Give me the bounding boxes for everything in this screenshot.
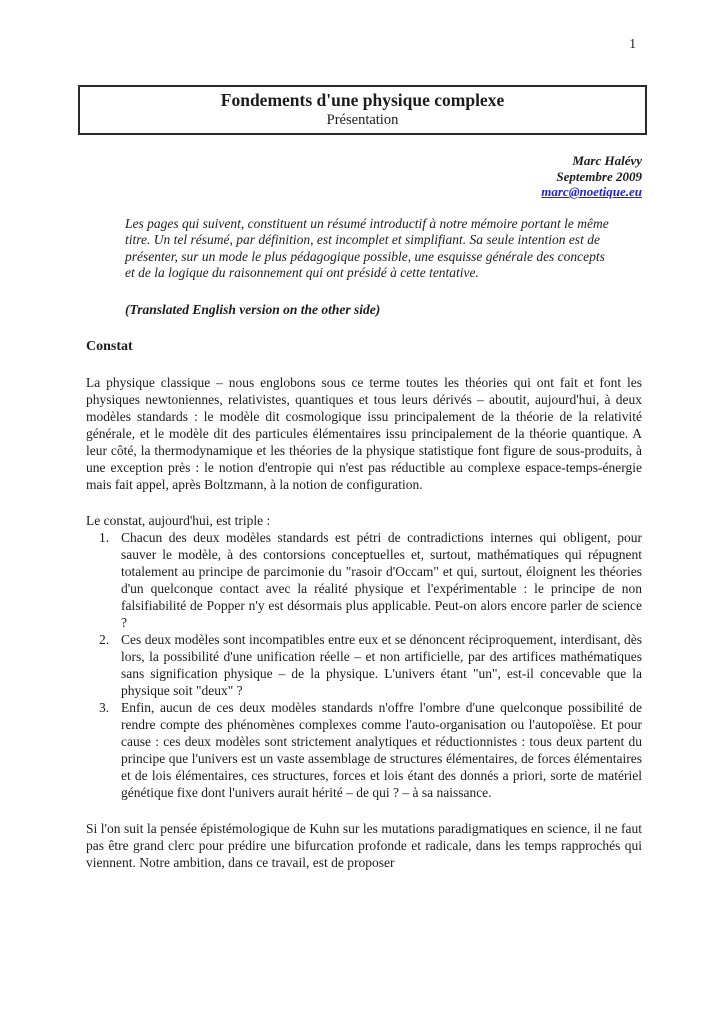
list-item-2 xyxy=(99,631,642,699)
list-item-1-number: 1. xyxy=(99,529,110,545)
list-item-3 xyxy=(99,699,642,801)
document-subtitle: Présentation xyxy=(326,112,399,128)
abstract-paragraph: Les pages qui suivent, constituent un résumé introductif à notre mémoire portant le même titre. Un tel résumé, par définition, est incomplet et simplifiant. Sa seule intention est de présenter, sur un mode le plus pédagogique possible, une esquisse générale des concepts et de la logique du raisonnement qui ont présidé à cette tentative. xyxy=(125,215,609,280)
title-box xyxy=(78,85,647,135)
paragraph-constat: La physique classique – nous englobons sous ce terme toutes les théories qui ont fait et font les physiques newtoniennes, relativistes, quantiques et tous leurs dérivés – aboutit, aujourd'hui, à deux modèles standards : le modèle dit cosmologique issu principalement de la théorie de la relativité générale, et le modèle dit des particules élémentaires issu principalement de la théorie quantique. A leur côté, la thermodynamique et les théories de la physique statistique font figure de sous-produits, à une exception près : le notion d'entropie qui n'est pas réductible au complexe espace-temps-énergie mais fait appel, après Boltzmann, à la notion de configuration. xyxy=(86,374,642,492)
paragraph-closing: Si l'on suit la pensée épistémologique de Kuhn sur les mutations paradigmatiques en science, il ne faut pas être grand clerc pour prédire une bifurcation profonde et radicale, dans les temps rapprochés qui viennent. Notre ambition, dans ce travail, est de proposer xyxy=(86,820,642,870)
list-item-2-text: Ces deux modèles sont incompatibles entre eux et se dénoncent réciproquement, interdisant, dès lors, la possibilité d'une unification réelle – et non artificielle, par des artifices mathématiques sans signification physique – de la physique. L'univers étant "un", est-il concevable que la physique soit "deux" ? xyxy=(121,631,642,698)
numbered-list xyxy=(86,529,642,801)
document-date: Septembre 2009 xyxy=(556,168,642,184)
section-heading: Constat xyxy=(86,338,133,354)
list-item-1 xyxy=(99,529,642,631)
page-number: 1 xyxy=(629,36,636,51)
document-title: Fondements d'une physique complexe xyxy=(220,90,505,110)
list-item-3-text: Enfin, aucun de ces deux modèles standards n'offre l'ombre d'une quelconque possibilité de rendre compte des phénomènes complexes comme l'auto-organisation ou l'autopoïèse. Et pour cause : ces deux modèles sont strictement analytiques et réductionnistes : tous deux partent du principe que l'univers est un vaste assemblage de structures élémentaires, de forces élémentaires et de lois élémentaires, ces structures, forces et lois étant des donnés a priori, sorte de matériel génétique fixe dont l'univers aurait hérité – de qui ? – à sa naissance. xyxy=(121,699,642,800)
byline xyxy=(86,153,642,200)
translation-note: (Translated English version on the other side) xyxy=(125,301,381,317)
list-item-3-number: 3. xyxy=(99,699,110,715)
list-intro: Le constat, aujourd'hui, est triple : xyxy=(86,512,271,528)
list-item-2-number: 2. xyxy=(99,631,110,647)
list-item-1-text: Chacun des deux modèles standards est pétri de contradictions internes qui obligent, pour sauver le modèle, à des contorsions conceptuelles et, surtout, mathématiques qui répugnent totalement au principe de parcimonie du "rasoir d'Occam" et qui, surtout, éloignent les théories d'un quelconque contact avec la réalité physique et l'expérimentable : le principe de non falsifiabilité de Popper n'y est désormais plus applicable. Peut-on alors encore parler de science ? xyxy=(121,529,642,630)
author-name: Marc Halévy xyxy=(572,153,642,168)
email-link[interactable]: marc@noetique.eu xyxy=(541,184,642,199)
